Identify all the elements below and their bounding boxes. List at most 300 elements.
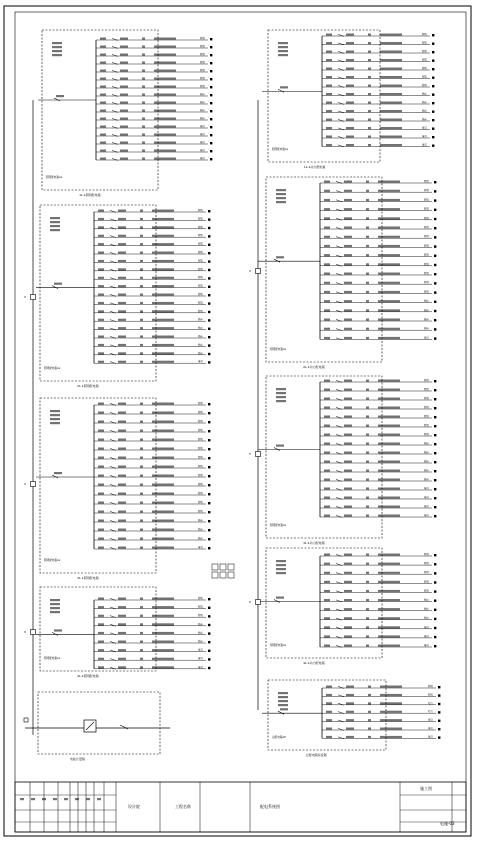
- text-smudge: [120, 86, 128, 88]
- circuit-row: [322, 75, 434, 79]
- text-smudge: [140, 538, 143, 540]
- circuit-number: [434, 245, 436, 247]
- circuit-number: [434, 209, 436, 211]
- text-smudge: [344, 497, 352, 499]
- circuit-purpose: 插座: [422, 118, 427, 121]
- title-drawing-name: 配电系统图: [260, 804, 280, 809]
- text-smudge: [378, 328, 400, 330]
- circuit-number: [434, 636, 436, 638]
- circuit-purpose: 照明: [198, 276, 203, 280]
- circuit-purpose: 备用: [424, 644, 429, 647]
- text-smudge: [140, 615, 143, 617]
- circuit-purpose: 照明: [198, 309, 203, 313]
- circuit-number: [210, 134, 212, 136]
- circuit-row: [320, 243, 436, 247]
- circuit-row: [320, 513, 436, 517]
- circuit-number: [208, 650, 210, 652]
- riser-tap-box: [256, 600, 261, 605]
- text-smudge: [346, 85, 354, 87]
- text-smudge: [140, 218, 143, 220]
- panel-caption: 1L-1动力配电箱: [303, 165, 326, 169]
- text-smudge: [118, 361, 126, 363]
- text-smudge: [154, 38, 176, 40]
- text-smudge: [346, 68, 354, 70]
- title-stage: 施工图: [420, 786, 432, 791]
- text-smudge: [98, 421, 104, 423]
- text-smudge: [140, 484, 143, 486]
- circuit-row: [322, 692, 440, 696]
- circuit-purpose: 插座: [424, 451, 429, 454]
- circuit-number: [434, 319, 436, 321]
- circuit-purpose: 备用: [200, 157, 205, 160]
- circuit-row: [320, 432, 436, 436]
- circuit-number: [438, 694, 440, 696]
- text-smudge: [324, 227, 330, 229]
- circuit-purpose: 照明: [422, 50, 427, 53]
- text-smudge: [346, 102, 354, 104]
- text-smudge: [324, 309, 330, 311]
- text-smudge: [276, 568, 286, 570]
- text-smudge: [118, 439, 126, 441]
- text-smudge: [50, 607, 60, 609]
- circuit-purpose: 照明: [198, 209, 203, 212]
- text-smudge: [142, 94, 145, 96]
- text-smudge: [50, 225, 60, 227]
- text-smudge: [346, 42, 354, 44]
- text-smudge: [368, 136, 371, 138]
- circuit-row: [320, 579, 436, 583]
- text-smudge: [326, 686, 332, 688]
- circuit-row: [320, 216, 436, 220]
- circuit-purpose: 插座: [200, 93, 205, 96]
- text-smudge: [152, 260, 174, 262]
- text-smudge: [276, 560, 286, 562]
- text-smudge: [140, 457, 143, 459]
- text-smudge: [324, 389, 330, 391]
- circuit-row: [320, 588, 436, 592]
- text-smudge: [142, 150, 145, 152]
- circuit-number: [210, 142, 212, 144]
- text-smudge: [278, 692, 288, 694]
- circuit-number: [434, 645, 436, 647]
- text-smudge: [380, 686, 402, 688]
- circuit-purpose: 插座: [422, 101, 427, 104]
- text-smudge: [366, 617, 369, 619]
- main-breaker-symbol: [54, 98, 60, 101]
- text-smudge: [324, 328, 330, 330]
- text-smudge: [278, 54, 288, 56]
- text-smudge: [366, 434, 369, 436]
- circuit-row: [94, 258, 210, 262]
- riser-tap-box: [31, 482, 36, 487]
- circuit-number: [434, 461, 436, 463]
- panel-name-code: 照明配电箱AL: [270, 644, 287, 647]
- text-smudge: [344, 263, 352, 265]
- text-smudge: [50, 229, 60, 231]
- text-smudge: [324, 635, 330, 637]
- text-smudge: [380, 85, 402, 87]
- text-smudge: [53, 798, 57, 800]
- text-smudge: [368, 719, 371, 721]
- circuit-purpose: 照明: [424, 415, 429, 418]
- circuit-row: [322, 143, 434, 147]
- text-smudge: [98, 294, 104, 296]
- text-smudge: [368, 702, 371, 704]
- circuit-row: [96, 52, 212, 56]
- circuit-purpose: 照明: [422, 84, 427, 87]
- meter-tap-box: [24, 718, 28, 722]
- circuit-purpose: 插座: [424, 327, 429, 331]
- text-smudge: [50, 599, 60, 601]
- panel-caption: 4L-1照明配电箱: [77, 674, 99, 678]
- circuit-purpose: 照明: [424, 281, 429, 285]
- text-smudge: [326, 42, 332, 44]
- circuit-number: [210, 78, 212, 80]
- circuit-row: [322, 684, 440, 688]
- circuit-purpose: 照明: [198, 251, 203, 254]
- text-smudge: [378, 181, 400, 183]
- text-smudge: [98, 623, 104, 625]
- circuit-purpose: 插座: [198, 351, 203, 355]
- text-smudge: [118, 538, 126, 540]
- circuit-purpose: 插座: [198, 326, 203, 330]
- text-smudge: [154, 46, 176, 48]
- circuit-purpose: 动力: [428, 710, 433, 714]
- circuit-number: [432, 68, 434, 70]
- circuit-purpose: 插座: [424, 318, 429, 321]
- panel-enclosure: [268, 30, 380, 162]
- circuit-number: [208, 641, 210, 643]
- circuit-number: [434, 273, 436, 275]
- circuit-number: [208, 403, 210, 405]
- text-smudge: [98, 430, 104, 432]
- sheet-inner-border: [15, 12, 466, 832]
- text-smudge: [118, 336, 126, 338]
- circuit-number: [208, 538, 210, 540]
- circuit-purpose: 照明: [424, 433, 429, 436]
- text-smudge: [98, 344, 104, 346]
- text-smudge: [100, 102, 106, 104]
- text-smudge: [152, 598, 174, 600]
- circuit-row: [94, 622, 210, 626]
- circuit-row: [320, 262, 436, 266]
- text-smudge: [118, 344, 126, 346]
- riser-tap-box: [256, 269, 261, 274]
- circuit-row: [94, 527, 210, 531]
- circuit-number: [432, 119, 434, 121]
- circuit-number: [434, 618, 436, 620]
- text-smudge: [326, 119, 332, 121]
- text-smudge: [142, 54, 145, 56]
- text-smudge: [152, 210, 174, 212]
- circuit-purpose: 照明: [200, 45, 205, 48]
- circuit-number: [208, 607, 210, 609]
- circuit-row: [320, 504, 436, 508]
- text-smudge: [344, 563, 352, 565]
- text-smudge: [344, 626, 352, 628]
- riser-tap-label: V: [249, 600, 252, 604]
- text-smudge: [100, 142, 106, 144]
- circuit-number: [438, 686, 440, 688]
- circuit-row: [320, 570, 436, 574]
- text-smudge: [276, 201, 286, 203]
- text-smudge: [100, 134, 106, 136]
- text-smudge: [154, 134, 176, 136]
- text-smudge: [154, 142, 176, 144]
- text-smudge: [118, 493, 126, 495]
- text-smudge: [118, 520, 126, 522]
- text-smudge: [346, 711, 354, 713]
- circuit-purpose: 插座: [198, 640, 203, 643]
- circuit-number: [434, 497, 436, 499]
- circuit-purpose: 照明: [198, 402, 203, 405]
- circuit-purpose: 备用: [424, 634, 429, 638]
- text-smudge: [64, 798, 68, 800]
- text-smudge: [366, 263, 369, 265]
- text-smudge: [366, 488, 369, 490]
- text-smudge: [142, 134, 145, 136]
- text-smudge: [98, 277, 104, 279]
- text-smudge: [118, 511, 126, 513]
- riser-tap-box: [31, 630, 36, 635]
- circuit-row: [96, 124, 212, 128]
- panel-name-code: 总配电箱AP: [272, 736, 286, 739]
- circuit-number: [434, 190, 436, 192]
- circuit-purpose: 照明: [424, 244, 429, 248]
- text-smudge: [366, 328, 369, 330]
- circuit-row: [94, 518, 210, 522]
- circuit-row: [320, 468, 436, 472]
- text-smudge: [152, 403, 174, 405]
- text-smudge: [50, 611, 60, 613]
- circuit-row: [322, 126, 434, 130]
- text-smudge: [140, 632, 143, 634]
- circuit-purpose: 备用: [422, 135, 427, 138]
- text-smudge: [324, 608, 330, 610]
- text-smudge: [142, 38, 145, 40]
- text-smudge: [324, 599, 330, 601]
- circuit-row: [94, 473, 210, 477]
- circuit-number: [208, 235, 210, 237]
- main-breaker-symbol: [274, 259, 280, 262]
- circuit-number: [208, 466, 210, 468]
- text-smudge: [142, 102, 145, 104]
- text-smudge: [140, 606, 143, 608]
- text-smudge: [154, 78, 176, 80]
- text-smudge: [140, 210, 143, 212]
- circuit-row: [322, 734, 440, 738]
- text-smudge: [154, 150, 176, 152]
- text-smudge: [326, 76, 332, 78]
- circuit-number: [434, 199, 436, 201]
- text-smudge: [276, 445, 284, 447]
- text-smudge: [368, 686, 371, 688]
- text-smudge: [378, 319, 400, 321]
- circuit-purpose: 照明: [424, 216, 429, 220]
- circuit-purpose: 照明: [422, 67, 427, 70]
- text-smudge: [344, 416, 352, 418]
- circuit-purpose: 照明: [424, 235, 429, 239]
- text-smudge: [154, 86, 176, 88]
- circuit-row: [94, 309, 210, 313]
- text-smudge: [344, 452, 352, 454]
- text-smudge: [378, 380, 400, 382]
- text-smudge: [118, 632, 126, 634]
- text-smudge: [98, 547, 104, 549]
- text-smudge: [152, 658, 174, 660]
- text-smudge: [380, 127, 402, 129]
- circuit-purpose: 备用: [200, 133, 205, 136]
- text-smudge: [344, 515, 352, 517]
- text-smudge: [366, 452, 369, 454]
- text-smudge: [378, 497, 400, 499]
- circuit-row: [320, 616, 436, 620]
- text-smudge: [52, 50, 62, 52]
- text-smudge: [378, 434, 400, 436]
- text-smudge: [324, 581, 330, 583]
- distribution-panel-8L: [258, 548, 436, 665]
- circuit-number: [434, 470, 436, 472]
- text-smudge: [378, 599, 400, 601]
- circuit-purpose: 照明: [424, 406, 429, 409]
- text-smudge: [152, 421, 174, 423]
- circuit-purpose: 照明: [198, 456, 203, 459]
- circuit-purpose: 插座: [198, 343, 203, 347]
- text-smudge: [326, 736, 332, 738]
- text-smudge: [378, 590, 400, 592]
- circuit-purpose: 照明: [198, 267, 203, 271]
- text-smudge: [346, 736, 354, 738]
- circuit-purpose: 备用: [198, 648, 203, 652]
- text-smudge: [346, 694, 354, 696]
- circuit-purpose: 备用: [200, 125, 205, 128]
- text-smudge: [378, 217, 400, 219]
- circuit-row: [322, 134, 434, 138]
- circuit-purpose: 备用: [198, 360, 203, 364]
- circuit-row: [96, 108, 212, 112]
- circuit-purpose: 备用: [424, 487, 429, 490]
- circuit-number: [208, 529, 210, 531]
- text-smudge: [366, 590, 369, 592]
- meter-diagonal: [86, 722, 94, 730]
- circuit-purpose: 插座: [198, 537, 203, 540]
- text-smudge: [140, 421, 143, 423]
- text-smudge: [368, 42, 371, 44]
- riser-tap-box: [256, 452, 261, 457]
- circuit-number: [208, 311, 210, 313]
- circuit-purpose: 照明: [422, 33, 427, 36]
- circuit-row: [96, 60, 212, 64]
- circuit-number: [208, 658, 210, 660]
- text-smudge: [118, 319, 126, 321]
- text-smudge: [378, 337, 400, 339]
- text-smudge: [42, 798, 46, 800]
- circuit-purpose: 备用: [424, 505, 429, 508]
- text-smudge: [324, 416, 330, 418]
- text-smudge: [380, 76, 402, 78]
- text-smudge: [366, 190, 369, 192]
- text-smudge: [50, 414, 60, 416]
- text-smudge: [152, 520, 174, 522]
- circuit-purpose: 照明: [200, 61, 205, 64]
- text-smudge: [378, 645, 400, 647]
- text-smudge: [278, 704, 288, 706]
- text-smudge: [142, 86, 145, 88]
- text-smudge: [366, 273, 369, 275]
- circuit-row: [320, 441, 436, 445]
- circuit-purpose: 照明: [198, 614, 203, 618]
- circuit-row: [96, 84, 212, 88]
- text-smudge: [118, 235, 126, 237]
- text-smudge: [366, 217, 369, 219]
- circuit-number: [208, 277, 210, 279]
- text-smudge: [366, 245, 369, 247]
- circuit-number: [432, 60, 434, 62]
- text-smudge: [324, 407, 330, 409]
- text-smudge: [344, 434, 352, 436]
- circuit-purpose: 插座: [424, 478, 429, 481]
- text-smudge: [98, 641, 104, 643]
- text-smudge: [366, 254, 369, 256]
- circuit-purpose: 插座: [198, 318, 203, 322]
- text-smudge: [366, 554, 369, 556]
- circuit-purpose: 插座: [200, 109, 205, 112]
- text-smudge: [98, 327, 104, 329]
- text-smudge: [118, 484, 126, 486]
- text-smudge: [324, 434, 330, 436]
- circuit-row: [320, 643, 436, 647]
- circuit-number: [434, 218, 436, 220]
- text-smudge: [98, 252, 104, 254]
- circuit-purpose: 照明: [424, 388, 429, 391]
- text-smudge: [324, 254, 330, 256]
- text-smudge: [324, 199, 330, 201]
- circuit-row: [320, 414, 436, 418]
- circuit-row: [322, 49, 434, 53]
- text-smudge: [324, 554, 330, 556]
- text-smudge: [366, 291, 369, 293]
- right-riser: [249, 100, 261, 710]
- text-smudge: [380, 34, 402, 36]
- text-smudge: [140, 493, 143, 495]
- circuit-purpose: 动力: [428, 701, 433, 705]
- circuit-row: [320, 299, 436, 303]
- circuit-purpose: 插座: [198, 528, 203, 531]
- text-smudge: [118, 421, 126, 423]
- text-smudge: [118, 466, 126, 468]
- circuit-number: [434, 337, 436, 339]
- text-smudge: [152, 319, 174, 321]
- text-smudge: [368, 694, 371, 696]
- circuit-row: [94, 437, 210, 441]
- circuit-row: [94, 359, 210, 363]
- text-smudge: [152, 511, 174, 513]
- text-smudge: [152, 218, 174, 220]
- text-smudge: [140, 226, 143, 228]
- circuit-number: [432, 111, 434, 113]
- circuit-purpose: 照明: [424, 272, 429, 275]
- left-riser: [24, 100, 36, 735]
- text-smudge: [326, 136, 332, 138]
- text-smudge: [152, 327, 174, 329]
- circuit-number: [434, 600, 436, 602]
- text-smudge: [344, 291, 352, 293]
- circuit-purpose: 照明: [198, 420, 203, 423]
- text-smudge: [324, 380, 330, 382]
- text-smudge: [118, 277, 126, 279]
- text-smudge: [380, 119, 402, 121]
- riser-tap-label: V: [24, 630, 27, 634]
